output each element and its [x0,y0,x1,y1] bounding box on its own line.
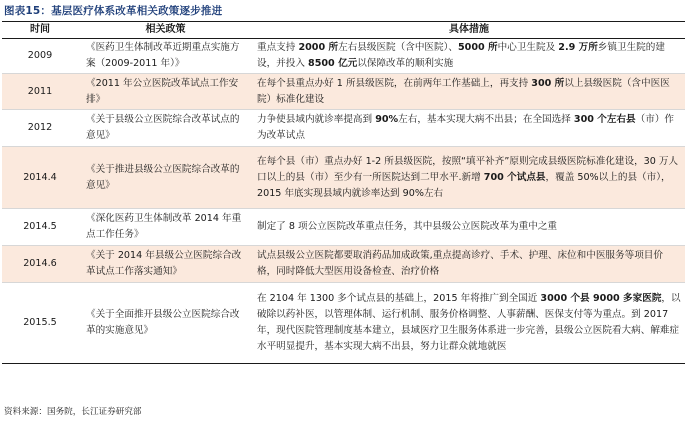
row-policy: 《深化医药卫生体制改革 2014 年重点工作任务》 [78,209,253,246]
header-time: 时间 [2,22,78,39]
table-row [2,74,685,110]
row-measures: 试点县级公立医院都要取消药品加成政策,重点提高诊疗、手术、护理、床位和中医服务等项目价格，同时降低大型医用设备检查、治疗价格 [253,246,685,283]
row-time: 2014.6 [2,246,78,283]
row-time: 2014.4 [2,147,78,209]
table-row [2,110,685,147]
row-measures: 力争使县域内就诊率提高到 90%左右，基本实现大病不出县；在全国选择 300 个左右县（市）作为改革试点 [253,110,685,147]
table-row [2,39,685,74]
row-policy: 《2011 年公立医院改革试点工作安排》 [78,74,253,110]
source-note: 资料来源：国务院，长江证券研究部 [4,407,142,417]
row-measures: 重点支持 2000 所左右县级医院（含中医院）、5000 所中心卫生院及 2.9 万所乡镇卫生院的建设，并投入 8500 亿元以保障改革的顺利实施 [253,39,685,74]
row-policy: 《关于推进县级公立医院综合改革的意见》 [78,147,253,209]
row-policy: 《关于 2014 年县级公立医院综合改革试点工作落实通知》 [78,246,253,283]
table-row [2,283,685,364]
table-row [2,147,685,209]
row-time: 2012 [2,110,78,147]
row-policy: 《医药卫生体制改革近期重点实施方案（2009-2011 年）》 [78,39,253,74]
row-time: 2011 [2,74,78,110]
table-row [2,209,685,246]
row-measures: 在 2104 年 1300 多个试点县的基础上，2015 年将推广到全国近 3000 个县 9000 多家医院，以破除以药补医，以管理体制、运行机制、服务价格调整、人事薪酬、医保支付等为重点。到 2017 年，现代医院管理制度基本建立，县域医疗卫生服务体系进一步完善，县级公立医院看大病、解难症水平明显提升，基本实现大病不出县，努力让群众就地就医 [253,283,685,364]
row-measures: 在每个县（市）重点办好 1-2 所县级医院，按照“填平补齐”原则完成县级医院标准化建设，30 万人口以上的县（市）至少有一所医院达到二甲水平.新增 700 个试点县，覆盖 50%以上的县（市），2015 年底实现县域内就诊率达到 90%左右 [253,147,685,209]
table-row [2,246,685,283]
row-time: 2014.5 [2,209,78,246]
row-policy: 《关于县级公立医院综合改革试点的意见》 [78,110,253,147]
row-measures: 在每个县重点办好 1 所县级医院，在前两年工作基础上，再支持 300 所以上县级医院（含中医医院）标准化建设 [253,74,685,110]
row-time: 2015.5 [2,283,78,364]
figure-title: 图表15：基层医疗体系改革相关政策逐步推进 [4,5,223,17]
header-measures: 具体措施 [253,22,685,39]
header-policy: 相关政策 [78,22,253,39]
header-row [2,22,685,39]
policy-table [2,21,685,364]
row-time: 2009 [2,39,78,74]
row-policy: 《关于全面推开县级公立医院综合改革的实施意见》 [78,283,253,364]
row-measures: 制定了 8 项公立医院改革重点任务，其中县级公立医院改革为重中之重 [253,209,685,246]
